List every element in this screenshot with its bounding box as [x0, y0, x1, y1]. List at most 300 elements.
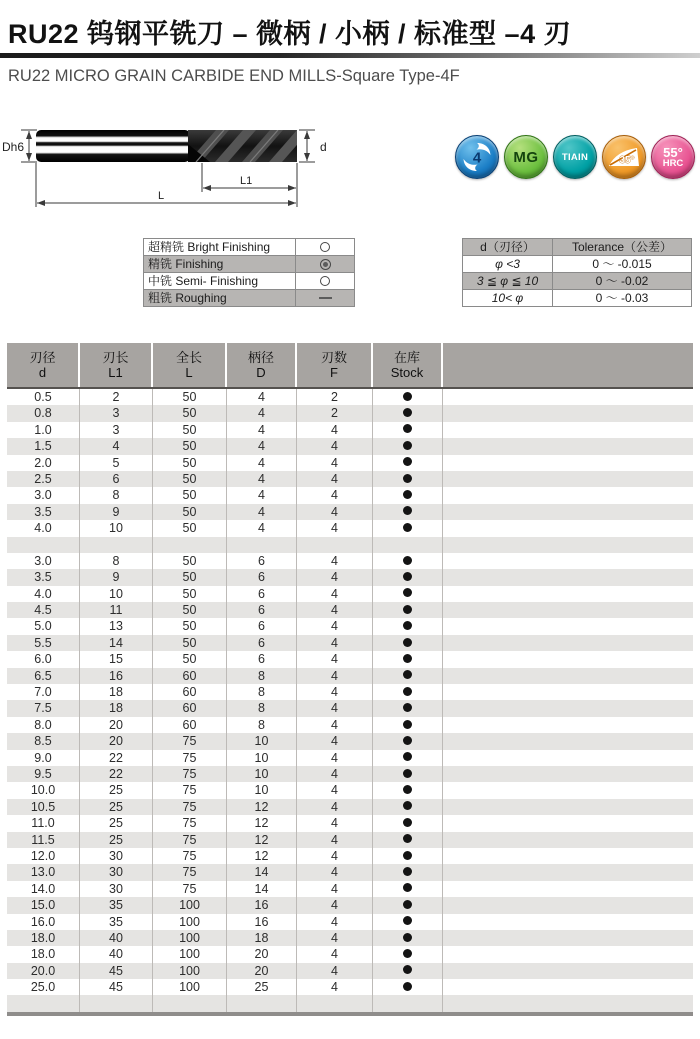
stock-dot-icon: [403, 572, 412, 581]
spec-table-body: [7, 389, 693, 1012]
finishing-row: [144, 289, 354, 306]
stock-dot-icon: [403, 834, 412, 843]
finishing-label: 粗铣 Roughing: [144, 290, 296, 306]
spec-cell: 4: [227, 487, 297, 503]
stock-cell: [373, 471, 443, 487]
double-circle-icon: [320, 259, 331, 270]
stock-cell: [373, 979, 443, 995]
spec-cell: 8: [80, 487, 153, 503]
spec-cell-empty: [443, 389, 693, 405]
spec-cell: 11: [80, 602, 153, 618]
spec-row: [7, 766, 693, 782]
tolerance-range: φ <3: [463, 256, 553, 272]
spec-cell: 6: [227, 553, 297, 569]
spec-cell: 10: [227, 782, 297, 798]
stock-cell: [373, 946, 443, 962]
angle-icon: [605, 138, 643, 176]
spec-cell: 4: [297, 897, 373, 913]
spec-cell: 9: [80, 504, 153, 520]
spec-cell: 2.0: [7, 455, 80, 471]
spec-col-header: [297, 343, 373, 387]
spec-cell: 40: [80, 946, 153, 962]
coating-badge: [553, 135, 597, 179]
spec-cell-empty: [443, 881, 693, 897]
spec-cell: 4.5: [7, 602, 80, 618]
tolerance-header-tolerance: Tolerance（公差）: [571, 240, 673, 254]
spec-table: [7, 343, 693, 1016]
spec-cell-empty: [443, 750, 693, 766]
spec-cell: 50: [153, 389, 227, 405]
spec-cell: 20: [80, 717, 153, 733]
spec-cell: 7.5: [7, 700, 80, 716]
stock-dot-icon: [403, 752, 412, 761]
stock-dot-icon: [403, 818, 412, 827]
spec-cell: 35: [80, 897, 153, 913]
stock-dot-icon: [403, 441, 412, 450]
spec-cell: 4: [297, 881, 373, 897]
finishing-suitability-cell: [296, 256, 354, 272]
shank-diameter-label: Dh6: [2, 140, 25, 154]
spec-cell: 4: [297, 422, 373, 438]
col-header-zh: 刃长: [102, 349, 129, 365]
col-header-zh: 柄径: [247, 349, 274, 365]
spec-cell: 25: [227, 979, 297, 995]
spec-cell: 30: [80, 864, 153, 880]
spec-cell: 18.0: [7, 946, 80, 962]
spec-cell: 4: [297, 602, 373, 618]
stock-cell: [373, 487, 443, 503]
spec-cell-empty: [443, 717, 693, 733]
tolerance-value: 0 ～ -0.02: [595, 274, 649, 288]
spec-cell: 4: [297, 635, 373, 651]
finishing-label: 精铣 Finishing: [144, 256, 296, 272]
helix-angle-badge: [602, 135, 646, 179]
spec-cell-empty: [443, 520, 693, 536]
hardness-value: 55°: [663, 144, 683, 160]
spec-cell: 60: [153, 684, 227, 700]
spec-row: [7, 733, 693, 749]
spec-row: [7, 422, 693, 438]
spec-cell: 4.0: [7, 520, 80, 536]
spec-col-header: [227, 343, 297, 387]
spec-cell: 18: [80, 700, 153, 716]
spec-cell: 50: [153, 635, 227, 651]
spec-cell-empty: [443, 553, 693, 569]
tolerance-range: 10< φ: [463, 290, 553, 306]
spec-row: [7, 750, 693, 766]
spec-row: [7, 946, 693, 962]
spec-cell-empty: [443, 504, 693, 520]
spec-cell: 6: [80, 471, 153, 487]
spec-cell: 100: [153, 897, 227, 913]
stock-cell: [373, 504, 443, 520]
spec-cell: 20: [227, 946, 297, 962]
stock-cell: [373, 733, 443, 749]
spec-cell: 20: [227, 963, 297, 979]
spec-cell: 4: [227, 504, 297, 520]
spec-cell: 12: [227, 848, 297, 864]
spec-cell: 4: [297, 520, 373, 536]
stock-dot-icon: [403, 605, 412, 614]
col-header-en: d: [38, 365, 47, 380]
tolerance-row: [463, 289, 691, 306]
overall-length-label: L: [158, 190, 165, 202]
spec-cell: 25: [80, 815, 153, 831]
stock-dot-icon: [403, 670, 412, 679]
stock-dot-icon: [403, 687, 412, 696]
swirl-icon: [460, 140, 494, 174]
micro-grain-label: MG: [513, 148, 539, 166]
stock-cell: [373, 717, 443, 733]
spec-cell: 4: [297, 717, 373, 733]
spec-cell-empty: [153, 537, 227, 553]
spec-cell: 4: [297, 487, 373, 503]
tolerance-row: [463, 272, 691, 289]
spec-cell-empty: [443, 471, 693, 487]
stock-dot-icon: [403, 900, 412, 909]
stock-dot-icon: [403, 982, 412, 991]
svg-text:4: 4: [472, 149, 482, 167]
cut-diameter-dimension: [299, 130, 315, 162]
spec-cell: 25: [80, 799, 153, 815]
spec-cell: 30: [80, 881, 153, 897]
spec-cell: 4: [297, 766, 373, 782]
spec-cell: 16: [80, 668, 153, 684]
spec-row: [7, 799, 693, 815]
spec-cell: 4: [297, 733, 373, 749]
spec-row: [7, 864, 693, 880]
spec-cell: 6: [227, 586, 297, 602]
spec-cell-empty: [443, 832, 693, 848]
finishing-suitability-cell: [296, 273, 354, 289]
stock-cell: [373, 897, 443, 913]
spec-cell-empty: [443, 979, 693, 995]
spec-cell: 4: [297, 668, 373, 684]
spec-cell: 2.5: [7, 471, 80, 487]
spec-cell: 75: [153, 848, 227, 864]
spec-cell: 8: [227, 668, 297, 684]
spec-cell-empty: [373, 995, 443, 1011]
spec-row: [7, 504, 693, 520]
spec-cell: 12.0: [7, 848, 80, 864]
tolerance-table: [462, 238, 692, 307]
spec-cell: 4: [297, 946, 373, 962]
spec-cell: 4: [297, 963, 373, 979]
spec-col-header: [80, 343, 153, 387]
col-header-en: F: [330, 365, 338, 380]
spec-cell: 4: [297, 586, 373, 602]
spec-cell-empty: [443, 438, 693, 454]
spec-cell: 18: [80, 684, 153, 700]
spec-cell: 16.0: [7, 914, 80, 930]
spec-cell: 25.0: [7, 979, 80, 995]
spec-cell: 100: [153, 979, 227, 995]
stock-cell: [373, 963, 443, 979]
spec-cell: 4: [297, 815, 373, 831]
stock-cell: [373, 930, 443, 946]
spec-cell: 50: [153, 602, 227, 618]
micro-grain-badge: [504, 135, 548, 179]
spec-cell: 20.0: [7, 963, 80, 979]
stock-cell: [373, 815, 443, 831]
finishing-label: 超精铣 Bright Finishing: [144, 239, 296, 255]
stock-dot-icon: [403, 424, 412, 433]
hardness-unit: HRC: [662, 157, 684, 169]
spec-cell: 15.0: [7, 897, 80, 913]
overall-length-dimension: [36, 163, 296, 207]
spec-row: [7, 717, 693, 733]
spec-col-header: [373, 343, 443, 387]
stock-dot-icon: [403, 474, 412, 483]
spec-cell: 50: [153, 520, 227, 536]
spec-cell: 8.0: [7, 717, 80, 733]
spec-cell: 14: [227, 881, 297, 897]
stock-cell: [373, 455, 443, 471]
spec-cell: 4: [297, 979, 373, 995]
spec-cell: 4: [297, 618, 373, 634]
spec-cell: 100: [153, 930, 227, 946]
spec-cell: 75: [153, 750, 227, 766]
tolerance-value: 0 ～ -0.03: [595, 291, 649, 305]
spec-cell-empty: [443, 782, 693, 798]
spec-cell: 5.5: [7, 635, 80, 651]
spec-cell: 16: [227, 897, 297, 913]
spec-cell: 4: [227, 471, 297, 487]
spec-cell: 13.0: [7, 864, 80, 880]
stock-cell: [373, 635, 443, 651]
spec-cell: 4.0: [7, 586, 80, 602]
spec-cell: 2: [297, 389, 373, 405]
spec-cell: 20: [80, 733, 153, 749]
spec-row: [7, 930, 693, 946]
stock-cell: [373, 422, 443, 438]
spec-cell: 50: [153, 569, 227, 585]
spec-cell: 11.5: [7, 832, 80, 848]
spec-cell-empty: [443, 537, 693, 553]
spec-cell: 14: [80, 635, 153, 651]
spec-row: [7, 455, 693, 471]
spec-cell: 6.0: [7, 651, 80, 667]
spec-cell-empty: [443, 930, 693, 946]
spec-cell: 75: [153, 799, 227, 815]
spec-cell: 50: [153, 586, 227, 602]
finishing-label: 中铣 Semi- Finishing: [144, 273, 296, 289]
stock-dot-icon: [403, 720, 412, 729]
spec-cell: 75: [153, 864, 227, 880]
spec-cell-empty: [297, 995, 373, 1011]
spec-cell: 2: [297, 405, 373, 421]
spec-cell: 22: [80, 750, 153, 766]
spec-cell: 8.5: [7, 733, 80, 749]
spec-cell: 10.5: [7, 799, 80, 815]
spec-row: [7, 405, 693, 421]
finishing-suitability-cell: [296, 290, 354, 306]
stock-cell: [373, 438, 443, 454]
spec-cell: 4: [297, 471, 373, 487]
spec-cell: 4: [227, 422, 297, 438]
spec-cell: 2: [80, 389, 153, 405]
spec-row: [7, 979, 693, 995]
stock-dot-icon: [403, 588, 412, 597]
spec-cell: 100: [153, 914, 227, 930]
finishing-row: [144, 255, 354, 272]
spec-cell: 4: [297, 438, 373, 454]
stock-dot-icon: [403, 392, 412, 401]
page-subtitle: RU22 MICRO GRAIN CARBIDE END MILLS-Square Type-4F: [8, 67, 460, 85]
stock-dot-icon: [403, 457, 412, 466]
col-header-zh: 在库: [393, 349, 420, 365]
stock-cell: [373, 750, 443, 766]
spec-row: [7, 848, 693, 864]
spec-cell: 10: [80, 520, 153, 536]
spec-cell: 45: [80, 963, 153, 979]
spec-cell: 3.0: [7, 487, 80, 503]
stock-cell: [373, 848, 443, 864]
spec-row: [7, 553, 693, 569]
spec-cell: 25: [80, 832, 153, 848]
tolerance-row: [463, 255, 691, 272]
tool-flutes: [188, 130, 310, 162]
spec-cell: 8: [227, 684, 297, 700]
spec-cell-empty: [443, 487, 693, 503]
stock-cell: [373, 684, 443, 700]
spec-cell: 4: [297, 651, 373, 667]
spec-cell: 50: [153, 504, 227, 520]
spec-cell: 13: [80, 618, 153, 634]
stock-dot-icon: [403, 965, 412, 974]
end-mill-drawing: [0, 110, 340, 218]
spec-cell: 75: [153, 832, 227, 848]
finishing-suitability-cell: [296, 239, 354, 255]
spec-cell-empty: [443, 635, 693, 651]
spec-cell: 4: [227, 520, 297, 536]
spec-cell: 4: [297, 914, 373, 930]
spec-row: [7, 471, 693, 487]
spec-cell: 10: [227, 766, 297, 782]
stock-dot-icon: [403, 703, 412, 712]
spec-cell: 0.5: [7, 389, 80, 405]
spec-cell: 50: [153, 618, 227, 634]
spec-cell: 3.0: [7, 553, 80, 569]
spec-cell: 4: [227, 438, 297, 454]
spec-cell: 1.5: [7, 438, 80, 454]
stock-dot-icon: [403, 769, 412, 778]
spec-cell: 3: [80, 405, 153, 421]
stock-cell: [373, 602, 443, 618]
spec-cell-empty: [443, 668, 693, 684]
spec-cell: 8: [227, 700, 297, 716]
spec-cell: 10: [227, 750, 297, 766]
stock-cell: [373, 668, 443, 684]
spec-cell: 3: [80, 422, 153, 438]
spec-row: [7, 389, 693, 405]
stock-dot-icon: [403, 638, 412, 647]
spec-cell: 50: [153, 553, 227, 569]
spec-cell: 50: [153, 455, 227, 471]
spec-row: [7, 618, 693, 634]
spec-cell: 25: [80, 782, 153, 798]
stock-dot-icon: [403, 408, 412, 417]
spec-cell: 50: [153, 651, 227, 667]
spec-cell-empty: [80, 537, 153, 553]
spec-cell: 75: [153, 766, 227, 782]
coating-label: TIAIN: [561, 151, 589, 163]
spec-row: [7, 832, 693, 848]
spec-cell: 4: [297, 782, 373, 798]
svg-text:35°: 35°: [619, 155, 635, 166]
title-divider: [0, 53, 700, 58]
dash-icon: [319, 297, 332, 299]
spec-cell: 60: [153, 668, 227, 684]
spec-cell: 4: [297, 930, 373, 946]
stock-cell: [373, 832, 443, 848]
spec-cell-empty: [443, 815, 693, 831]
tool-shank: [36, 130, 190, 162]
spec-cell-empty: [297, 537, 373, 553]
spec-cell: 40: [80, 930, 153, 946]
spec-spacer-row: [7, 537, 693, 553]
spec-cell: 4: [297, 684, 373, 700]
spec-cell: 50: [153, 487, 227, 503]
stock-cell: [373, 651, 443, 667]
spec-row: [7, 815, 693, 831]
spec-row: [7, 487, 693, 503]
stock-dot-icon: [403, 506, 412, 515]
spec-cell: 6: [227, 635, 297, 651]
spec-spacer-row: [7, 995, 693, 1011]
spec-cell: 5: [80, 455, 153, 471]
spec-cell-empty: [443, 733, 693, 749]
circle-icon: [320, 242, 330, 252]
spec-cell-empty: [443, 586, 693, 602]
spec-row: [7, 668, 693, 684]
stock-cell: [373, 881, 443, 897]
stock-cell: [373, 520, 443, 536]
spec-cell-empty: [443, 700, 693, 716]
flute-length-label: L1: [240, 175, 253, 187]
spec-row: [7, 438, 693, 454]
stock-cell: [373, 864, 443, 880]
stock-cell: [373, 553, 443, 569]
spec-cell: 50: [153, 405, 227, 421]
stock-cell: [373, 586, 443, 602]
col-header-zh: 刃径: [29, 349, 56, 365]
spec-cell: 4: [297, 700, 373, 716]
col-header-zh: 全长: [175, 349, 202, 365]
spec-cell: 75: [153, 782, 227, 798]
spec-cell: 12: [227, 799, 297, 815]
cut-diameter-label: d: [320, 140, 327, 154]
spec-cell-empty: [80, 995, 153, 1011]
stock-dot-icon: [403, 933, 412, 942]
hardness-badge: [651, 135, 695, 179]
spec-cell-empty: [443, 914, 693, 930]
spec-row: [7, 700, 693, 716]
spec-cell: 3.5: [7, 569, 80, 585]
spec-cell-empty: [443, 963, 693, 979]
spec-cell: 10: [227, 733, 297, 749]
spec-cell-empty: [373, 537, 443, 553]
stock-dot-icon: [403, 883, 412, 892]
spec-cell-empty: [443, 455, 693, 471]
tolerance-range: 3 ≦ φ ≦ 10: [463, 273, 553, 289]
spec-cell-empty: [443, 995, 693, 1011]
end-mill-diagram: [0, 110, 340, 218]
spec-row: [7, 963, 693, 979]
spec-cell: 6: [227, 618, 297, 634]
stock-dot-icon: [403, 801, 412, 810]
finishing-row: [144, 272, 354, 289]
